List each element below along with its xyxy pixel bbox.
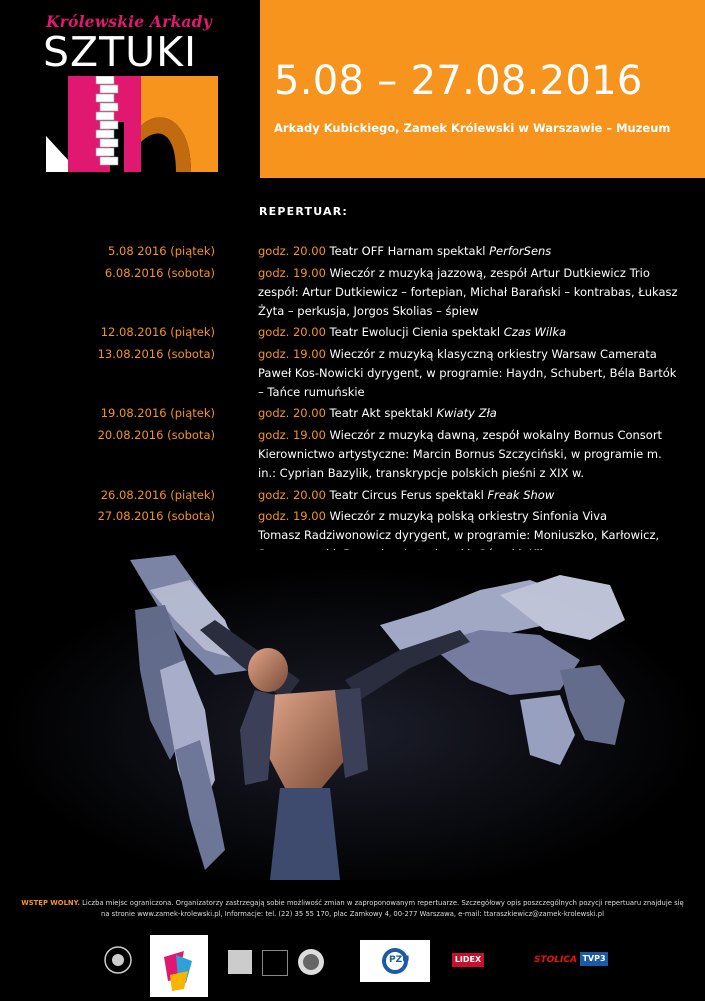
pzu-label: PZU <box>389 955 410 965</box>
event-text: Teatr Akt spektakl <box>325 406 437 421</box>
logo-title: SZTUKI <box>43 28 198 76</box>
event-text: Teatr Ewolucji Cienia spektakl <box>325 325 504 340</box>
event-date: 6.08.2016 (sobota) <box>104 265 215 280</box>
event-description <box>258 426 678 483</box>
event-date: 20.08.2016 (sobota) <box>97 427 215 442</box>
event-title: PerforSens <box>489 244 552 258</box>
event-description <box>258 486 678 505</box>
event-description <box>258 404 678 423</box>
event-text: Teatr Circus Ferus spektakl <box>325 487 488 502</box>
sponsor-bar <box>0 930 705 1000</box>
event-description <box>258 264 678 321</box>
event-details: Tomasz Radziwonowicz dyrygent, w programie: Moniuszko, Karłowicz, <box>258 528 660 543</box>
performer-photo <box>0 550 705 880</box>
event-time: godz. 20.00 <box>258 406 326 421</box>
event-time: godz. 20.00 <box>258 487 326 502</box>
crest-logo-icon <box>228 950 252 974</box>
seal-logo-icon <box>296 947 326 977</box>
event-item <box>0 242 705 261</box>
event-title: Freak Show <box>487 487 555 502</box>
event-title: Czas Wilka <box>503 325 567 340</box>
logo-subtitle: Królewskie Arkady <box>46 12 212 31</box>
ministry-logo-icon <box>150 935 208 997</box>
event-time: godz. 19.00 <box>258 265 326 280</box>
ministry-mark-icon <box>150 935 208 997</box>
event-description <box>258 242 678 261</box>
event-venue: Arkady Kubickiego, Zamek Królewski w Warszawie – Muzeum <box>274 121 671 135</box>
event-time: godz. 19.00 <box>258 427 326 442</box>
footer-info <box>20 898 685 920</box>
event-text: Wieczór z muzyką jazzową, zespół Artur Dutkiewicz Trio <box>325 265 650 280</box>
event-item <box>0 404 705 423</box>
event-details: Paweł Kos-Nowicki dyrygent, w programie: Haydn, Schubert, Béla Bartók – Tańce rumuńskie <box>258 365 677 399</box>
event-text: Wieczór z muzyką dawną, zespół wokalny Bornus Consort <box>325 427 663 442</box>
free-entry-label: WSTĘP WOLNY. <box>21 899 80 907</box>
event-text: Teatr OFF Harnam spektakl <box>325 244 490 258</box>
sejm-logo-icon <box>262 950 288 976</box>
event-item <box>0 426 705 483</box>
lidex-logo: LIDEX <box>452 953 484 967</box>
event-date: 13.08.2016 (sobota) <box>97 346 215 361</box>
event-text: Wieczór z muzyką polską orkiestry Sinfonia Viva <box>325 509 608 524</box>
repertoire-heading: REPERTUAR: <box>259 205 349 218</box>
event-dates: 5.08 – 27.08.2016 <box>274 58 643 104</box>
festival-logo <box>0 0 260 185</box>
event-item <box>0 345 705 402</box>
castle-logo-icon <box>100 945 136 975</box>
event-item <box>0 323 705 342</box>
event-details: Kierownictwo artystyczne: Marcin Bornus Szczyciński, w programie m. in.: Cyprian Bazylik, transkrypcje polskich pieśni z XIX w. <box>258 446 662 480</box>
event-date: 27.08.2016 (sobota) <box>97 509 215 524</box>
pzu-logo-box <box>360 940 430 982</box>
stolica-logo: STOLICA <box>534 955 577 965</box>
event-time: godz. 19.00 <box>258 346 326 361</box>
event-date: 26.08.2016 (piątek) <box>100 487 215 502</box>
date-banner <box>260 0 705 178</box>
event-item <box>0 264 705 321</box>
event-title: Kwiaty Zła <box>436 406 497 421</box>
event-time: godz. 20.00 <box>258 325 326 340</box>
event-time: godz. 19.00 <box>258 509 326 524</box>
footer-text: Liczba miejsc ograniczona. Organizatorzy zastrzegają sobie możliwość zmian w zaproponowanym repertuarze. Szczegółowy opis poszczególnych pozycji repertuaru znajduje się na stronie www.zamek-krolewski.pl, Informacje: tel. (22) 35 55 170, plac Zamkowy 4, 00-277 Warszawa, e-mail: ttaraszkiewicz@zamek-krolewski.pl <box>79 899 684 918</box>
event-date: 19.08.2016 (piątek) <box>100 406 215 421</box>
event-item <box>0 486 705 505</box>
event-text: Wieczór z muzyką klasyczną orkiestry Warsaw Camerata <box>325 346 657 361</box>
event-details: zespół: Artur Dutkiewicz – fortepian, Michał Barański – kontrabas, Łukasz Żyta – perkusja, Jorgos Skolias – śpiew <box>258 284 678 318</box>
event-date: 12.08.2016 (piątek) <box>100 325 215 340</box>
event-description <box>258 345 678 402</box>
events-list <box>0 242 705 567</box>
event-date: 5.08 2016 (piątek) <box>108 244 215 258</box>
arch-logo-icon <box>46 76 218 172</box>
tvp3-logo: TVP3 <box>580 952 608 966</box>
event-description <box>258 323 678 342</box>
event-time: godz. 20.00 <box>258 244 326 258</box>
